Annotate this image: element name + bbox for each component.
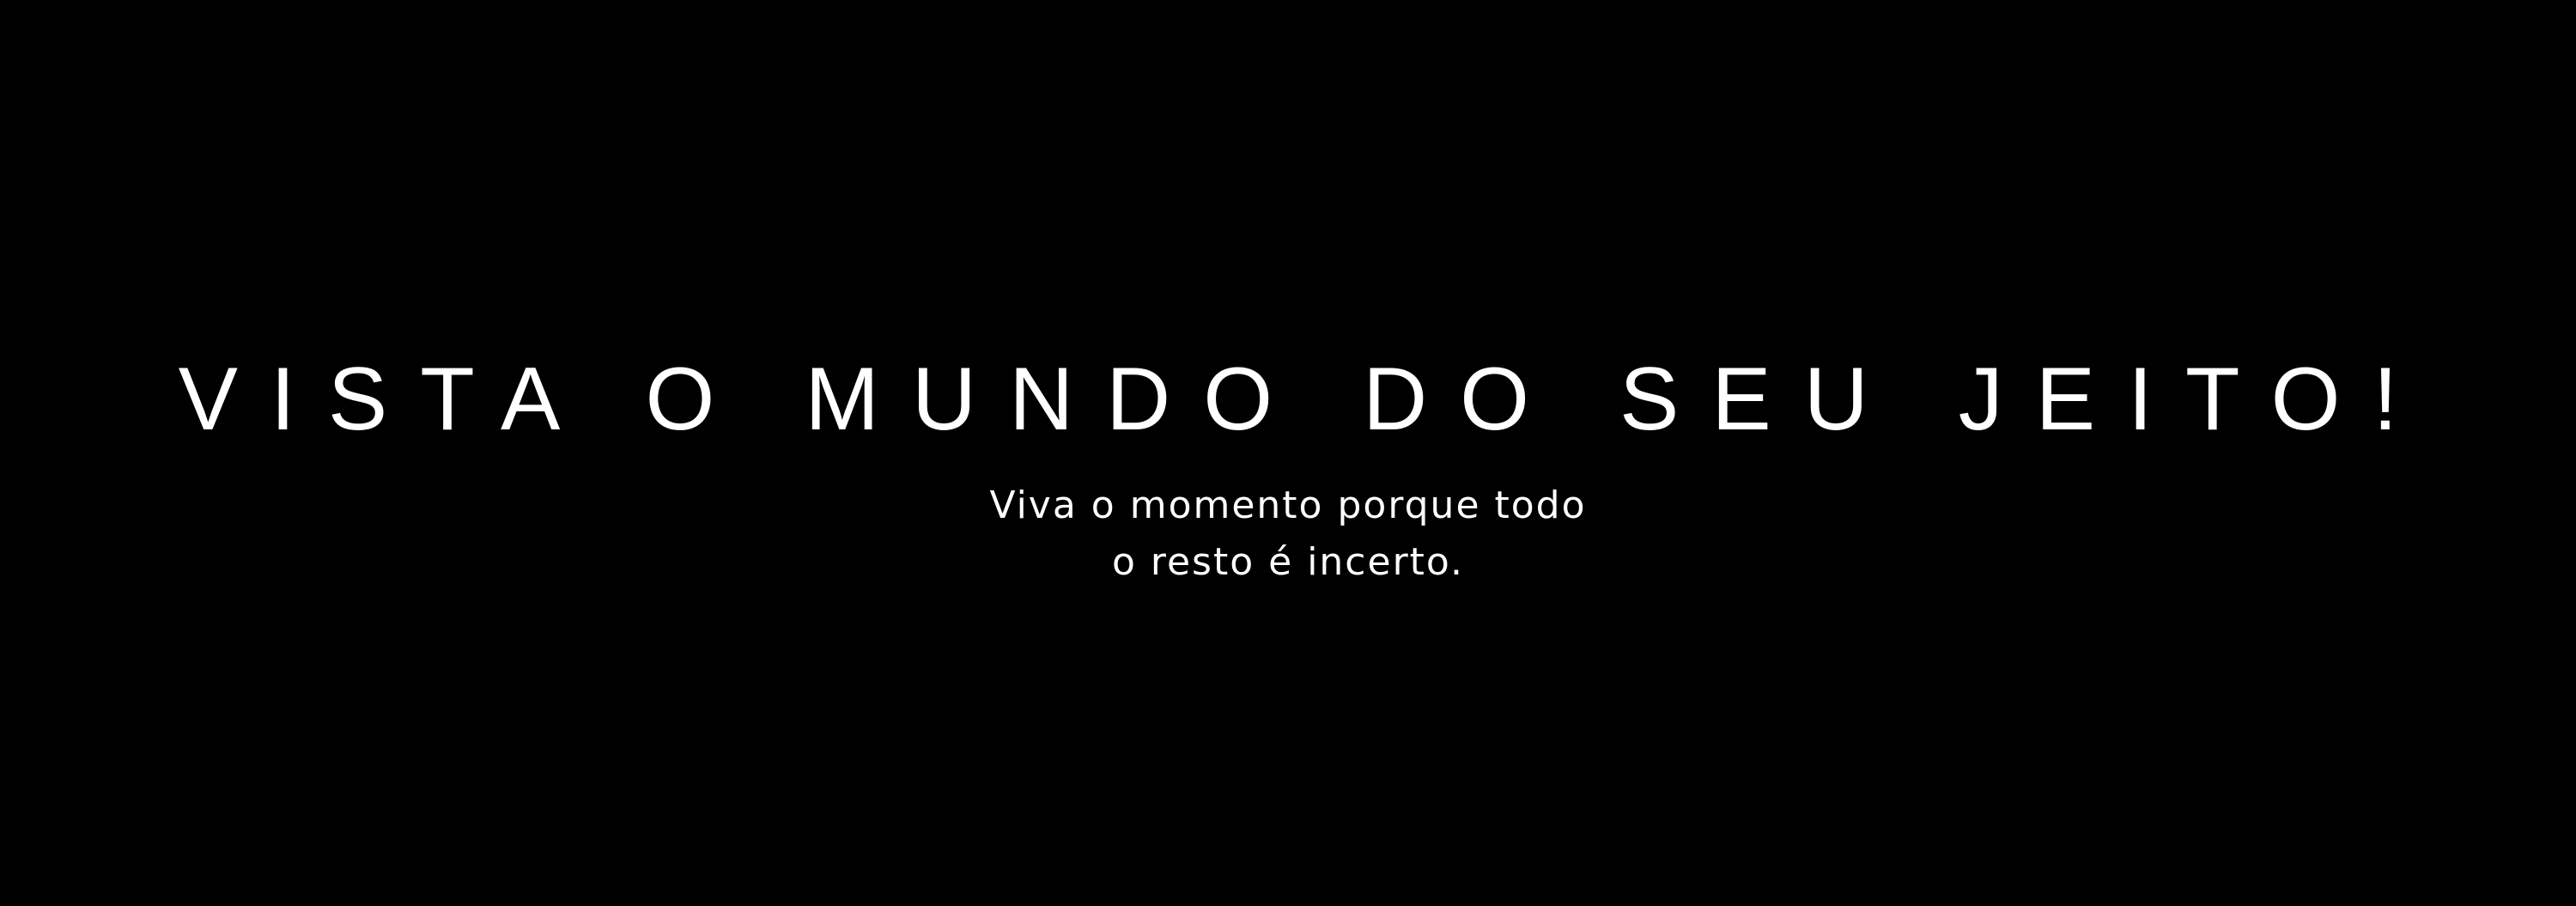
tagline — [0, 477, 2576, 591]
tagline-line-1: Viva o momento porque todo — [989, 483, 1587, 527]
tagline-line-2: o resto é incerto. — [1111, 540, 1465, 584]
headline: VISTA O MUNDO DO SEU JEITO! — [178, 350, 2431, 449]
